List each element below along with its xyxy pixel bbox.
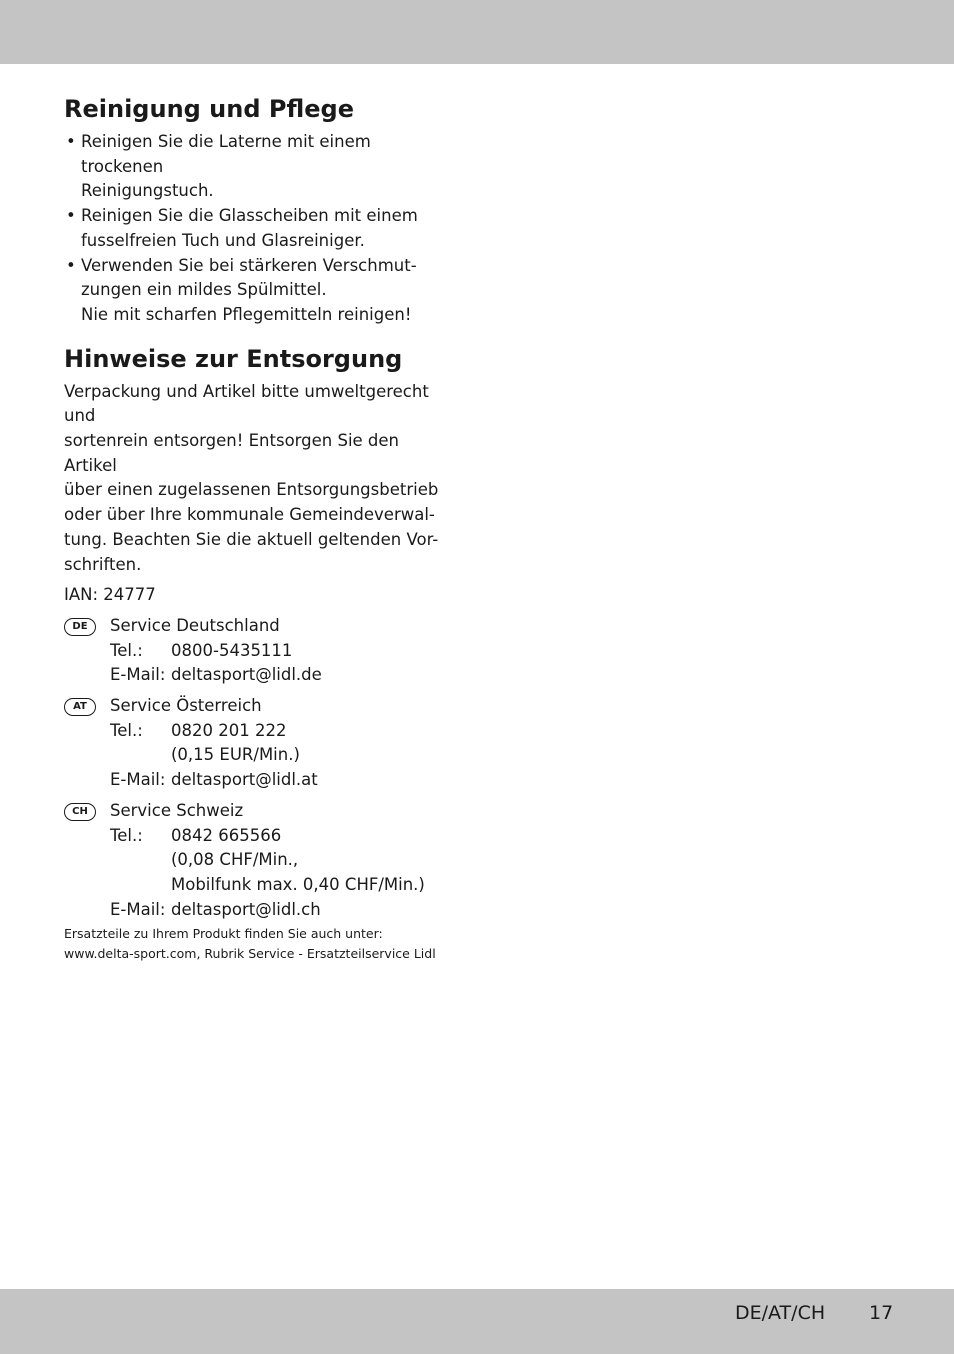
country-badge-de: DE (64, 618, 96, 636)
email-address: deltasport@lidl.de (171, 665, 322, 685)
tel-number: 0842 665566 (171, 825, 282, 845)
bullet-icon: • (66, 132, 76, 151)
service-title: Service Österreich (110, 696, 262, 716)
email-label: E-Mail: (110, 665, 166, 685)
disposal-heading: Hinweise zur Entsorgung (64, 344, 403, 373)
tel-rate: (0,08 CHF/Min., (171, 850, 299, 870)
list-item-line: Reinigen Sie die Glasscheiben mit einem (81, 206, 418, 226)
email-label: E-Mail: (110, 899, 166, 919)
paragraph-line: oder über Ihre kommunale Gemeindeverwal- (64, 505, 435, 525)
email-address: deltasport@lidl.at (171, 770, 318, 790)
paragraph-line: Verpackung und Artikel bitte umweltgerecht und (64, 381, 429, 426)
service-austria (64, 694, 454, 793)
disposal-paragraph (64, 380, 454, 578)
service-title: Service Deutschland (110, 615, 280, 635)
header-band (0, 0, 954, 64)
list-item-line: zungen ein mildes Spülmittel. (81, 280, 327, 300)
tel-row (110, 639, 454, 664)
cleaning-heading: Reinigung und Pflege (64, 95, 355, 123)
country-badge-ch: CH (64, 803, 96, 821)
tel-number: 0820 201 222 (171, 720, 287, 740)
paragraph-line: schriften. (64, 554, 142, 574)
tel-row (110, 824, 454, 849)
tel-label: Tel.: (110, 720, 143, 740)
email-row (110, 663, 454, 688)
paragraph-line: über einen zugelassenen Entsorgungsbetrieb (64, 480, 439, 500)
tel-rate-mobile: Mobilfunk max. 0,40 CHF/Min.) (171, 874, 425, 894)
tel-number: 0800-5435111 (171, 640, 293, 660)
bullet-icon: • (66, 255, 76, 275)
page-number: 17 (869, 1302, 894, 1324)
tel-label: Tel.: (110, 640, 143, 660)
service-switzerland (64, 799, 454, 923)
list-item (64, 204, 454, 253)
spare-parts-line: Ersatzteile zu Ihrem Produkt finden Sie auch unter: (64, 926, 383, 942)
cleaning-list (64, 130, 454, 328)
email-address: deltasport@lidl.ch (171, 899, 321, 919)
page-content (64, 92, 454, 963)
footer-language: DE/AT/CH (735, 1302, 826, 1324)
service-title: Service Schweiz (110, 800, 244, 820)
list-item (64, 130, 454, 204)
service-germany (64, 614, 454, 688)
tel-label: Tel.: (110, 825, 143, 845)
email-row (110, 768, 454, 793)
bullet-icon: • (66, 206, 76, 226)
list-item-line: Reinigen Sie die Laterne mit einem trockenen (81, 132, 371, 176)
list-item (64, 254, 454, 328)
tel-rate: (0,15 EUR/Min.) (171, 745, 300, 765)
paragraph-line: tung. Beachten Sie die aktuell geltenden Vor- (64, 529, 439, 549)
paragraph-line: sortenrein entsorgen! Entsorgen Sie den Artikel (64, 431, 400, 475)
spare-parts-note (64, 924, 454, 963)
tel-row (110, 719, 454, 744)
list-item-line: Nie mit scharfen Pflegemitteln reinigen! (81, 304, 412, 324)
email-label: E-Mail: (110, 770, 166, 790)
list-item-line: fusselfreien Tuch und Glasreiniger. (81, 230, 365, 250)
list-item-line: Verwenden Sie bei stärkeren Verschmut- (81, 255, 417, 275)
email-row (110, 898, 454, 923)
spare-parts-link: www.delta-sport.com, Rubrik Service - Ersatzteilservice Lidl (64, 945, 436, 961)
country-badge-at: AT (64, 698, 96, 716)
ian-number: IAN: 24777 (64, 585, 156, 605)
list-item-line: Reinigungstuch. (81, 181, 214, 201)
